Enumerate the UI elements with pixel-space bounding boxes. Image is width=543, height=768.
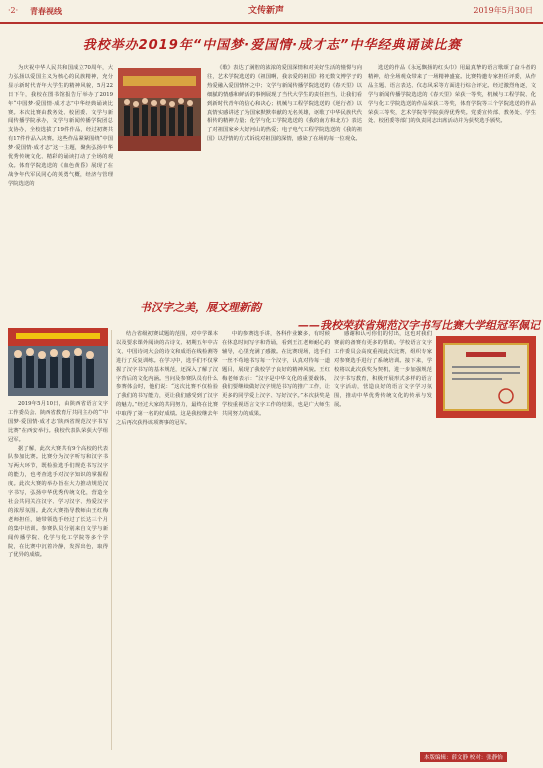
article2-col-c <box>222 330 330 750</box>
article2-col-a-text: 据了解，此次大赛共有9个高校的代表队参加比赛。比赛分为汉字听写和汉字书写两大环节，既检验选手们规范书写汉字的能力，也考查选手对汉字知识的掌握程度。此次大赛的举办旨在大力推动规范汉字书写，弘扬中华优秀传统文化，营造全社会共同关注汉字、学习汉字、热爱汉字的浓厚氛围。此次大赛指导教师由王红梅老师担任，她带领选手经过了长达三个月的集中培训。参赛队员分别来自文学与新闻传播学院、化学与化工学院等多个学院，在比赛中沉着冷静，发挥出色，取得了优异的成绩。 <box>8 445 108 559</box>
article1-col3 <box>368 64 536 289</box>
certificate-photo <box>436 336 536 418</box>
section-name: 青春视线 <box>30 6 62 16</box>
page-header <box>0 0 543 24</box>
article2-title-line1-wrap <box>140 296 340 312</box>
article2-title-line1: 书汉字之美，展文理新韵 <box>140 301 261 314</box>
article2-title-line2-wrap <box>170 314 540 330</box>
article2-col-d-text: 感谢和认可你们的付出，这也对我们赛前的备赛有更多的帮助。学校语言文字工作委员会高度重视此次比赛，组织专家对参赛选手进行了系统培训。接下来，学校将以此次获奖为契机，进一步加强规范汉字书写教育，积极开展形式多样的语言文字活动，营造良好的语言文字学习氛围，推动中华优秀传统文化的传承与发展。 <box>334 331 432 409</box>
article1-col2 <box>207 64 362 289</box>
masthead: 文传新声 <box>248 6 285 16</box>
article1-col3-text: 选送的作品《永远飘扬的红头巾》用最真挚的语言歌颂了奋斗者的精神，给全场观众带来了一场精神盛宴。比赛特邀专家担任评委，从作品主题、语言表达、仪态风采等方面进行综合评定。经过激烈角逐，文学与新闻传播学院选送的《春天里》荣获一等奖，机械与工程学院、化学与化工学院选送的作品荣获二等奖，体育学院等三个学院选送的作品荣获三等奖，艺术学院等学院获得优秀奖。党委宣传部、教务处、学生处、校团委等部门的负责同志出席活动并为获奖选手颁奖。 <box>368 65 536 125</box>
article2-photo <box>8 328 108 396</box>
article2-col-b <box>116 330 218 750</box>
article1-col1b <box>118 155 201 289</box>
issue-date: 2019年5月30日 <box>473 6 533 15</box>
column-divider <box>111 330 112 750</box>
article1-title: 我校举办2019年“中国梦·爱国情·成才志”中华经典诵读比赛 <box>82 37 462 53</box>
award-photo-icon <box>118 68 201 151</box>
article1-title-banner <box>22 30 522 56</box>
certificate-icon <box>436 336 536 418</box>
article2-col-d <box>334 330 432 750</box>
article2-col-b-text: 结合省级初赛试题的范围，对中学课本以及要求课外阅读的古诗文、初期五年中古文、中国诗词大会的诗文和成语在线检测等进行了反复训练。在学习中，选手们不仅掌握了汉字书写的基本规范，还深入了解了汉字背后的文化内涵。当问及参赛队员有什么参赛体会时，他们说：“这次比赛不仅检验了我们的书写能力，更让我们感受到了汉字的魅力。”经过大家的共同努力，最终在比赛中取得了第一名的好成绩。这是我校继去年之后再次获得该项赛事的冠军。 <box>116 331 218 427</box>
article2-title-line2: ——我校荣获省规范汉字书写比赛大学组冠军佩记 <box>298 319 540 332</box>
article2-col-c-text: 中的参赛选手讲，各科作业繁多，有时候在休息时间写字和背诵，看到王江老师耐心的辅导，心里充满了感激。在比赛现场，选手们一丝不苟地书写每一个汉字，认真对待每一道题目，展现了我校学子良好的精神风貌。王红梅老师表示：“汉字是中华文化的重要载体，我们要继续做好汉字规范书写的推广工作，让更多的同学爱上汉字、写好汉字。”本次获奖是学校重视语言文字工作的结果，也是广大师生共同努力的成果。 <box>222 331 330 418</box>
article2-col-a <box>8 400 108 750</box>
article1-col1-text: 为庆祝中华人民共和国成立70周年，大力弘扬以爱国主义为核心的民族精神，充分显示新时代青年大学生的精神风貌，5月22日下午，我校在图书馆报告厅举办了2019年“中国梦·爱国情·成才志”中华经典诵读比赛。本次比赛由教务处、校团委、文学与新闻传播学院承办，文学与新闻传播学院团总支协办，全校选拔了19件作品，经过初赛共有17件作品入决赛。这些作品紧紧围绕“中国梦·爱国情·成才志”这一主题，聚焦弘扬中华优秀传统文化、精彩的诵读打动了全场的观众。体育学院选送的《血色黄昏》展现了在战争年代军民同心的英勇气概，经济与管理学院选送的 <box>8 65 113 187</box>
page-number: ·2· <box>8 6 19 15</box>
article2-col-e <box>436 422 536 740</box>
article1-col1 <box>8 64 113 289</box>
article1-col2-text: 《歌》表达了满腔的浓浓的爱国深情和对美好生活的憧憬与向往，艺术学院选送的《祖国啊，我亲爱的祖国》将无数文博学子的热爱融入爱国情怀之中；文学与新闻传播学院选送的《春天里》以细腻的情感和鲜活的事例展现了当代大学生的责任担当，让我们看到新时代青年的信心和决心；机械与工程学院选送的《逆行者》以真情实感讲述了为国家默默奉献的无名英雄，讴歌了中华民族代代相传的精神力量；化学与化工学院选送的《我的南方和北方》表达了对祖国家乡大好河山的热爱；电子电气工程学院选送的《我的祖国》以抒情的方式诉说对祖国的深情，感染了在场的每一位观众。 <box>207 65 362 143</box>
editor-credit: 本版编辑：薛文静 校对：张静怡 <box>420 752 507 762</box>
article2-caption: 2019年5月10日，由陕西省语言文字工作委员会、陕西省教育厅共同主办的“‘中国梦·爱国情·成才志’陕西省规范汉字书写比赛”在西安举行。我校代表队荣获大学组冠军。 <box>8 401 108 443</box>
article1-photo <box>118 68 201 151</box>
group-photo-icon <box>8 328 108 396</box>
